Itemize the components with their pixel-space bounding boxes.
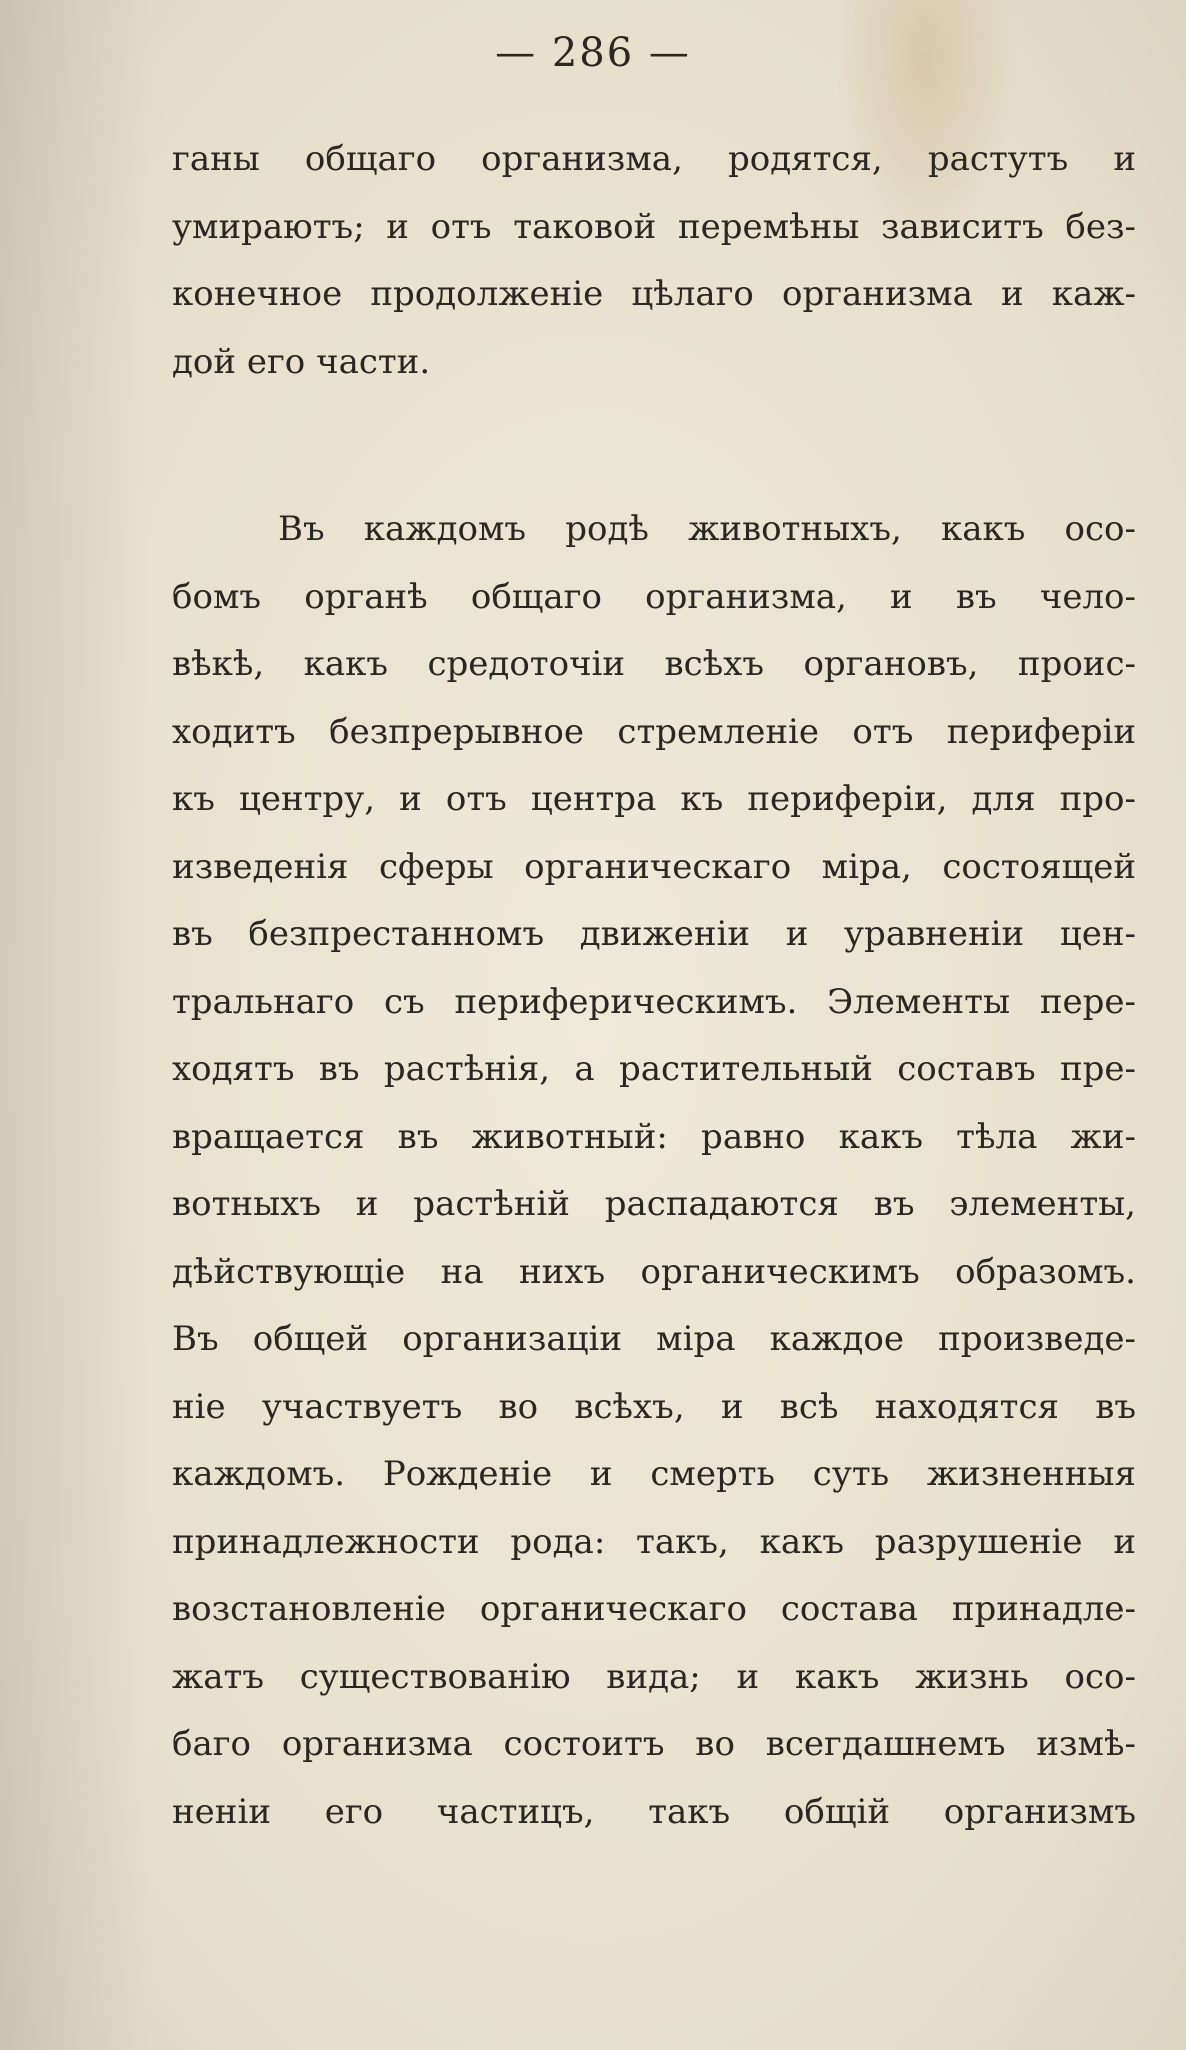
text-line: Въ каждомъ родѣ животныхъ, какъ осо- [278, 509, 1136, 549]
text-line: ганы общаго организма, родятся, растутъ и [172, 139, 1136, 179]
text-line: дѣйствующіе на нихъ органическимъ образомъ. [172, 1251, 1136, 1292]
paragraph-1 [172, 126, 1136, 396]
text-line: тральнаго съ периферическимъ. Элементы пере- [172, 981, 1136, 1022]
page-number: — 286 — [495, 30, 691, 76]
text-line: каждомъ. Рожденіе и смерть суть жизненныя [172, 1454, 1136, 1494]
text-line: ніе участвуетъ во всѣхъ, и всѣ находятся въ [172, 1386, 1136, 1427]
text-line: принадлежности рода: такъ, какъ разрушеніе и [172, 1521, 1136, 1562]
text-line: неніи его частицъ, такъ общій организмъ [172, 1791, 1136, 1832]
text-line: баго организма состоитъ во всегдашнемъ измѣ- [172, 1724, 1136, 1764]
text-line: ходитъ безпрерывное стремленіе отъ периферіи [172, 711, 1136, 752]
text-line: вотныхъ и растѣній распадаются въ элементы, [172, 1184, 1136, 1224]
binding-shadow [0, 0, 150, 2050]
text-line: вѣкѣ, какъ средоточіи всѣхъ органовъ, проис- [172, 644, 1136, 684]
text-line: жатъ существованію вида; и какъ жизнь осо- [172, 1656, 1136, 1697]
paragraph-2 [172, 496, 1136, 1846]
text-line: возстановленіе органическаго состава принадле- [172, 1589, 1136, 1629]
paragraph-gap [172, 396, 1136, 496]
text-line: дой его части. [172, 341, 431, 382]
text-line: вращается въ животный: равно какъ тѣла жи- [172, 1116, 1136, 1157]
text-line: бомъ органѣ общаго организма, и въ чело- [172, 576, 1136, 617]
text-line: изведенія сферы органическаго міра, состоящей [172, 846, 1136, 887]
text-line: къ центру, и отъ центра къ периферіи, для про- [172, 779, 1136, 819]
text-line: конечное продолженіе цѣлаго организма и каж- [172, 274, 1136, 314]
page-text [172, 126, 1136, 1846]
text-line: ходятъ въ растѣнія, а растительный составъ пре- [172, 1049, 1136, 1089]
text-line: умираютъ; и отъ таковой перемѣны зависитъ без- [172, 206, 1136, 247]
text-line: въ безпрестанномъ движеніи и уравненіи цен- [172, 914, 1136, 954]
text-line: Въ общей организаціи міра каждое произведе- [172, 1319, 1136, 1359]
